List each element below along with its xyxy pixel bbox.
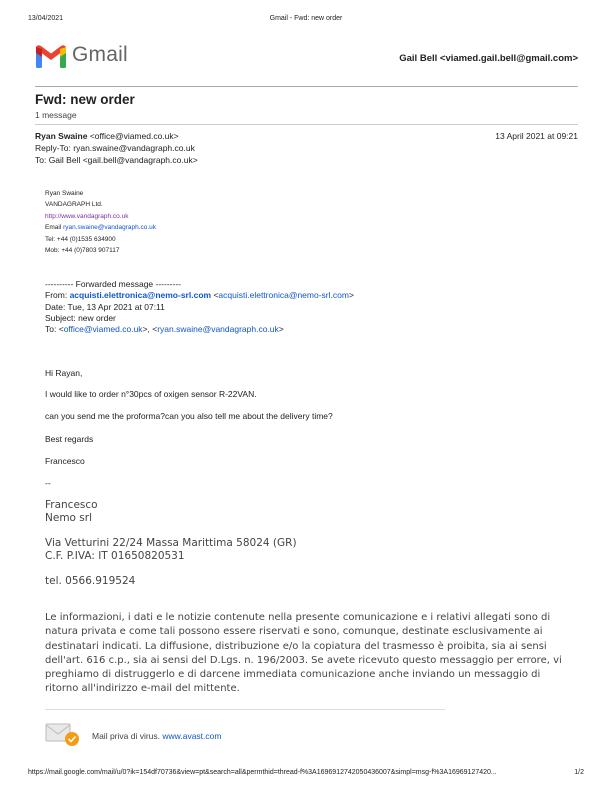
sig-website-link[interactable]: http://www.vandagraph.co.uk bbox=[45, 213, 129, 220]
body-regards: Best regards bbox=[45, 434, 94, 444]
thread-subject: Fwd: new order bbox=[35, 92, 135, 107]
sig-mob: Mob: +44 (0)7803 907117 bbox=[45, 247, 120, 254]
nemo-company: Nemo srl bbox=[45, 512, 93, 524]
body-line-2: can you send me the proforma?can you also tell me about the delivery time? bbox=[45, 411, 333, 421]
avast-divider bbox=[45, 709, 445, 710]
print-date: 13/04/2021 bbox=[28, 15, 64, 22]
fwd-to-lt1: < bbox=[58, 324, 64, 334]
forwarded-date: Date: Tue, 13 Apr 2021 at 07:11 bbox=[45, 302, 165, 312]
fwd-from-label: From: bbox=[45, 290, 68, 300]
fwd-from-gt: > bbox=[348, 290, 354, 300]
from-email: <office@viamed.co.uk> bbox=[89, 131, 179, 141]
nemo-address: Via Vetturini 22/24 Massa Marittima 58024 (GR) bbox=[45, 537, 297, 549]
fwd-from-name[interactable]: acquisti.elettronica@nemo-srl.com bbox=[69, 290, 212, 300]
print-url: https://mail.google.com/mail/u/0?ik=154df70736&view=pt&search=all&permthid=thread-f%3A1696912742050436007&simpl=msg-f%3A16969127420... bbox=[28, 769, 497, 776]
message-to: To: Gail Bell <gail.bell@vandagraph.co.uk> bbox=[35, 155, 198, 165]
subject-divider bbox=[35, 124, 578, 125]
sig-email bbox=[45, 224, 156, 231]
fwd-from-email-link[interactable]: acquisti.elettronica@nemo-srl.com bbox=[218, 290, 349, 300]
message-date: 13 April 2021 at 09:21 bbox=[495, 131, 578, 141]
account-label: Gail Bell <viamed.gail.bell@gmail.com> bbox=[399, 53, 578, 64]
avast-envelope-icon bbox=[45, 722, 81, 753]
sig-company: VANDAGRAPH Ltd. bbox=[45, 201, 103, 208]
avast-link[interactable]: www.avast.com bbox=[162, 731, 222, 741]
nemo-tel: tel. 0566.919524 bbox=[45, 575, 136, 587]
sig-email-link[interactable]: ryan.swaine@vandagraph.co.uk bbox=[63, 224, 157, 231]
body-greeting: Hi Rayan, bbox=[45, 368, 83, 378]
gmail-logo-text: Gmail bbox=[72, 43, 128, 66]
forwarded-to bbox=[45, 324, 284, 334]
nemo-vat: C.F. P.IVA: IT 01650820531 bbox=[45, 550, 185, 562]
reply-to: Reply-To: ryan.swaine@vandagraph.co.uk bbox=[35, 143, 195, 153]
body-sender: Francesco bbox=[45, 456, 85, 466]
body-dashes: -- bbox=[45, 478, 51, 488]
avast-text: Mail priva di virus. bbox=[92, 731, 161, 741]
sig-tel: Tel: +44 (0)1535 634900 bbox=[45, 236, 116, 243]
nemo-name: Francesco bbox=[45, 499, 98, 511]
legal-disclaimer: Le informazioni, i dati e le notizie contenute nella presente comunicazione e i relativi allegati sono di natura privata e come tali possono essere riservati e sono, comunque, destinate esclusivamente ai destinatari indicati. La diffusione, distribuzione e/o la copiatura del trasmesso è proibita, sia ai sensi dell'art. 616 c.p., sia ai sensi del D.Lgs. n. 196/2003. Se avete ricevuto questo messaggio per errore, vi preghiamo di distruggerlo e di darcene immediata comunicazione anche inviando un messaggio di ritorno all'indirizzo e-mail del mittente. bbox=[45, 612, 562, 695]
forwarded-from bbox=[45, 290, 354, 300]
fwd-to-email2-link[interactable]: ryan.swaine@vandagraph.co.uk bbox=[157, 324, 279, 334]
avast-footer bbox=[92, 731, 221, 741]
gmail-logo-icon[interactable] bbox=[35, 44, 67, 73]
fwd-from-lt: < bbox=[213, 290, 219, 300]
from-name: Ryan Swaine bbox=[35, 131, 88, 141]
message-count: 1 message bbox=[35, 110, 77, 120]
header-divider bbox=[35, 86, 578, 87]
sig-name: Ryan Swaine bbox=[45, 190, 84, 197]
forwarded-divider: ---------- Forwarded message --------- bbox=[45, 279, 181, 289]
sig-email-label: Email bbox=[45, 224, 62, 231]
fwd-to-email1-link[interactable]: office@viamed.co.uk bbox=[63, 324, 143, 334]
page-number: 1/2 bbox=[574, 769, 584, 776]
forwarded-subject: Subject: new order bbox=[45, 313, 116, 323]
body-line-1: I would like to order n°30pcs of oxigen sensor R-22VAN. bbox=[45, 389, 257, 399]
message-from bbox=[35, 131, 179, 141]
fwd-to-gt2: > bbox=[278, 324, 284, 334]
fwd-to-sep: >, < bbox=[142, 324, 158, 334]
print-title: Gmail - Fwd: new order bbox=[269, 15, 343, 22]
fwd-to-label: To: bbox=[45, 324, 57, 334]
